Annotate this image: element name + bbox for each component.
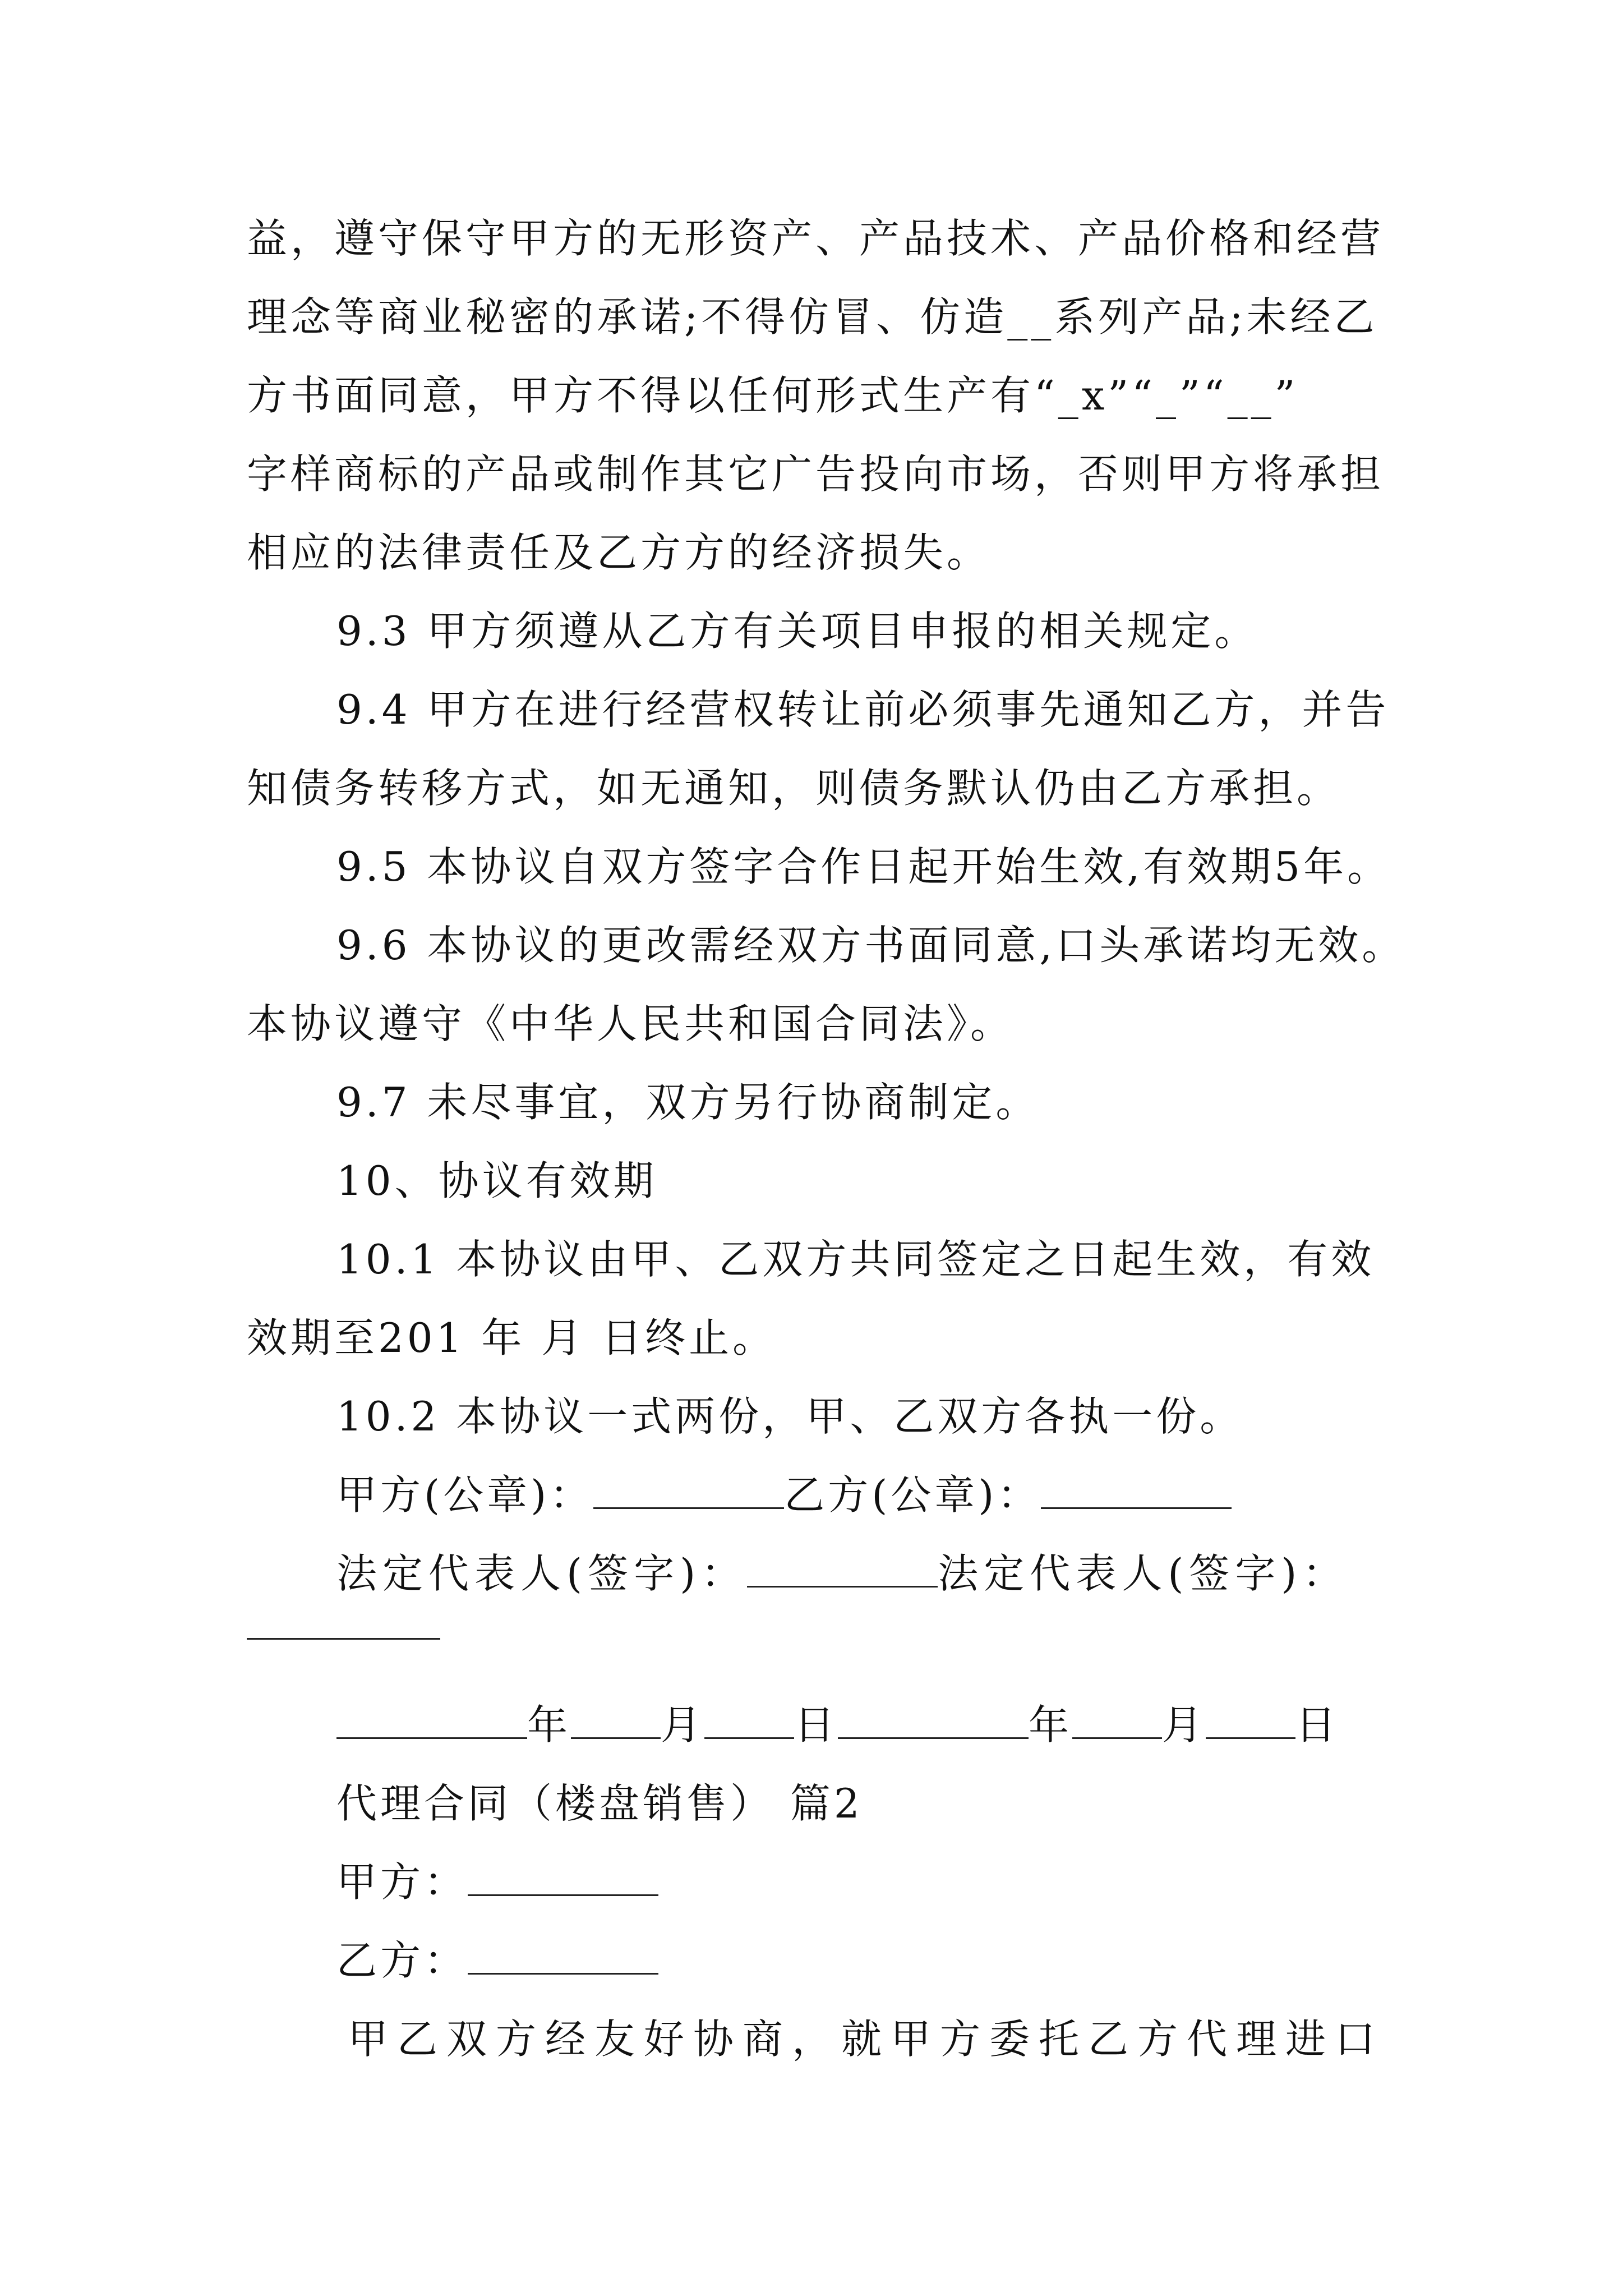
clause-9-3: 9.3 甲方须遵从乙方有关项目申报的相关规定。 — [336, 608, 1258, 655]
month-blank — [571, 1704, 661, 1739]
paragraph-line: 知债务转移方式，如无通知，则债务默认仍由乙方承担。 — [247, 765, 1341, 812]
month-label-2: 月 — [1162, 1701, 1206, 1749]
year-label: 年 — [527, 1701, 571, 1749]
date-line — [336, 1700, 1339, 1750]
year-blank-2 — [838, 1704, 1029, 1739]
party-b-seal-blank — [1041, 1474, 1232, 1509]
rep-a-label: 法定代表人(签字)： — [336, 1550, 748, 1597]
representative-line — [336, 1548, 1348, 1599]
rep-a-blank — [747, 1552, 938, 1588]
section-heading-10: 10、协议有效期 — [336, 1157, 657, 1204]
paragraph-line: 方书面同意，甲方不得以任何形式生产有“_x”“_”“__” — [247, 372, 1299, 419]
clause-9-4: 9.4 甲方在进行经营权转让前必须事先通知乙方，并告 — [336, 686, 1390, 733]
party-b-seal-label: 乙方(公章)： — [784, 1471, 1041, 1519]
paragraph-line: 字样商标的产品或制作其它广告投向市场，否则甲方将承担 — [247, 450, 1385, 498]
party-a-seal-label: 甲方(公章)： — [336, 1471, 594, 1519]
party-b-label: 乙方： — [336, 1937, 468, 1984]
paragraph-line: 益，遵守保守甲方的无形资产、产品技术、产品价格和经营 — [247, 215, 1385, 262]
paragraph-line: 效期至201 年 月 日终止。 — [247, 1314, 777, 1361]
section-2-intro: 甲乙双方经友好协商，就甲方委托乙方代理进口 — [348, 2016, 1385, 2063]
year-label-2: 年 — [1029, 1701, 1073, 1749]
day-blank — [704, 1704, 794, 1739]
month-blank-2 — [1072, 1704, 1162, 1739]
clause-10-1: 10.1 本协议由甲、乙双方共同签定之日起生效，有效 — [336, 1236, 1375, 1283]
party-b-line — [336, 1935, 658, 1986]
clause-10-2: 10.2 本协议一式两份，甲、乙双方各执一份。 — [336, 1393, 1244, 1440]
section-2-title: 代理合同（楼盘销售） 篇2 — [336, 1780, 863, 1827]
rep-b-label: 法定代表人(签字)： — [938, 1550, 1349, 1597]
year-blank — [336, 1704, 527, 1739]
party-a-label: 甲方： — [336, 1858, 468, 1906]
clause-9-7: 9.7 未尽事宜，双方另行协商制定。 — [336, 1079, 1040, 1126]
clause-9-5: 9.5 本协议自双方签字合作日起开始生效,有效期5年。 — [336, 843, 1391, 890]
paragraph-line: 相应的法律责任及乙方方的经济损失。 — [247, 529, 991, 576]
party-b-blank — [468, 1939, 658, 1975]
day-label-2: 日 — [1295, 1701, 1340, 1749]
day-blank-2 — [1206, 1704, 1295, 1739]
party-a-seal-blank — [593, 1474, 784, 1509]
clause-9-6: 9.6 本协议的更改需经双方书面同意,口头承诺均无效。 — [336, 922, 1406, 969]
paragraph-line: 理念等商业秘密的承诺;不得仿冒、仿造__系列产品;未经乙 — [247, 293, 1378, 341]
paragraph-line: 本协议遵守《中华人民共和国合同法》。 — [247, 1000, 1015, 1047]
day-label: 日 — [794, 1701, 838, 1749]
seal-line — [336, 1470, 1232, 1520]
rep-b-blank — [247, 1638, 440, 1640]
party-a-blank — [468, 1861, 658, 1896]
month-label: 月 — [661, 1701, 705, 1749]
party-a-line — [336, 1857, 658, 1907]
